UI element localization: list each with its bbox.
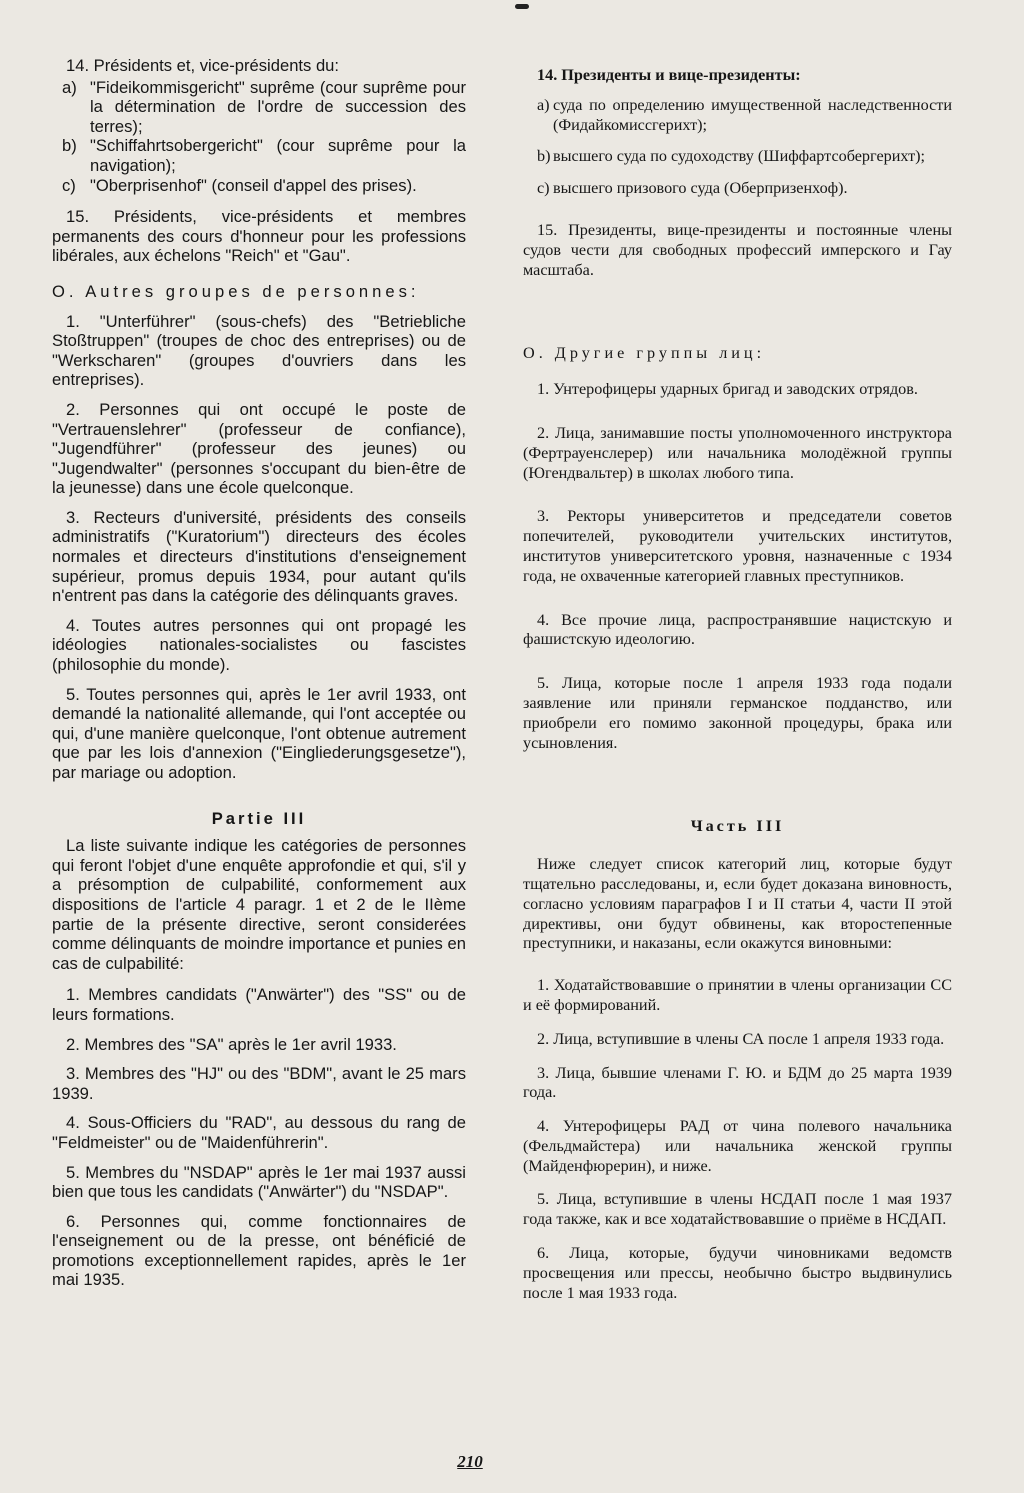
fr-section-14-item-b: b) "Schiffahrtsobergericht" (cour suprême pour la navigation); — [62, 136, 466, 175]
fr-section-15: 15. Présidents, vice-présidents et membres permanents des cours d'honneur pour les professions libérales, aux échelons "Reich" et "Gau". — [52, 207, 466, 266]
ru-o-item-5: 5. Лица, которые после 1 апреля 1933 года подали заявление или приняли германское подданство, или приобрели его помимо законной процедуры, брака или усыновления. — [523, 674, 952, 752]
ru-o-item-4: 4. Все прочие лица, распространявшие нацистскую и фашистскую идеологию. — [523, 610, 952, 649]
fr-o-item-3: 3. Recteurs d'université, présidents des conseils administratifs ("Kuratorium") directeurs des écoles normales et directeurs d'institutions d'enseignement supérieur, promus depuis 1934, pour autant qu'ils n'entrent pas dans la catégorie des délinquants graves. — [52, 507, 466, 606]
ru-o-item-1: 1. Унтерофицеры ударных бригад и заводских отрядов. — [537, 380, 918, 399]
fr-section-14-item-a: a) "Fideikommisgericht" suprême (cour suprême pour la détermination de l'ordre de succession des terres); — [62, 77, 466, 136]
fr-part-item-2: 2. Membres des "SA" après le 1er avril 1933. — [66, 1034, 397, 1054]
fr-section-14-heading: 14. Présidents et, vice-présidents du: — [66, 56, 340, 75]
ru-section-14-item-c: c) высшего призового суда (Оберпризенхоф). — [537, 179, 848, 198]
ru-section-14-item-a: a) суда по определению имущественной наследственности (Фидайкомиссгерихт); — [537, 95, 952, 134]
ru-part-intro: Ниже следует список категорий лиц, которые будут тщательно расследованы, и, если будет доказана виновность, согласно условиям параграфов I и II статьи 4, части II этой директивы, они будут обвинены, как второстепенные преступники, и наказаны, если окажутся виновными: — [523, 855, 952, 953]
fr-part-item-4: 4. Sous-Officiers du "RAD", au dessous du rang de "Feldmeister" ou de "Maidenführerin". — [52, 1113, 466, 1152]
ru-part-item-6: 6. Лица, которые, будучи чиновниками ведомств просвещения или прессы, необычно быстро выдвинулись после 1 мая 1933 года. — [523, 1244, 952, 1302]
fr-section-o-heading: O. Autres groupes de personnes: — [52, 281, 420, 301]
ink-speck — [515, 4, 529, 9]
ru-section-o-heading: О. Другие группы лиц: — [523, 344, 766, 363]
french-column — [52, 56, 466, 1300]
ru-part-item-1: 1. Ходатайствовавшие о принятии в члены организации СС и её формирований. — [523, 976, 952, 1014]
ru-part-item-2: 2. Лица, вступившие в члены СА после 1 апреля 1933 года. — [537, 1029, 945, 1048]
ru-part-item-3: 3. Лица, бывшие членами Г. Ю. и БДМ до 25 марта 1939 года. — [523, 1063, 952, 1102]
ru-part-item-5: 5. Лица, вступившие в члены НСДАП после 1 мая 1937 года также, как и все ходатайствовавшие о приёме в НСДАП. — [523, 1190, 952, 1229]
ru-part-item-4: 4. Унтерофицеры РАД от чина полевого начальника (Фельдмайстера) или начальника женской группы (Майденфюрерин), и ниже. — [523, 1117, 952, 1175]
fr-o-item-1: 1. "Unterführer" (sous-chefs) des "Betriebliche Stoßtruppen" (troupes de choc des entreprises) ou de "Werkscharen" (groupes d'ouvriers dans les entreprises). — [52, 311, 466, 390]
ru-section-14-item-b: b) высшего суда по судоходству (Шиффартсобергерихт); — [537, 147, 926, 166]
fr-part-item-6: 6. Personnes qui, comme fonctionnaires de l'enseignement ou de la presse, ont bénéficié de promotions exceptionnellement rapides, après le 1er mai 1935. — [52, 1211, 466, 1290]
ru-section-14-heading: 14. Президенты и вице-президенты: — [537, 66, 801, 84]
ru-o-item-2: 2. Лица, занимавшие посты уполномоченного инструктора (Фертрауенслерер) или начальника молодёжной группы (Югендвальтер) в школах любого типа. — [523, 423, 952, 482]
ru-part-title: Часть III — [690, 817, 785, 836]
russian-column — [523, 66, 952, 1313]
fr-part-title: Partie III — [211, 808, 307, 828]
fr-part-item-3: 3. Membres des "HJ" ou des "BDM", avant le 25 mars 1939. — [52, 1064, 466, 1103]
page-number: 210 — [457, 1452, 483, 1471]
ru-o-item-3: 3. Ректоры университетов и председатели советов попечителей, руководители учительских институтов, институтов университетского уровня, назначенные с 1934 года, не охваченные категорией главных преступников. — [523, 507, 952, 585]
fr-part-item-1: 1. Membres candidats ("Anwärter") des "SS" ou de leurs formations. — [52, 985, 466, 1024]
fr-o-item-4: 4. Toutes autres personnes qui ont propagé les idéologies nationales-socialistes ou fascistes (philosophie du monde). — [52, 615, 466, 675]
ru-section-15: 15. Президенты, вице-президенты и постоянные члены судов чести для свободных профессий имперского и Гау масштаба. — [523, 220, 952, 279]
fr-o-item-5: 5. Toutes personnes qui, après le 1er avril 1933, ont demandé la nationalité allemande, qui l'ont acceptée ou qui, d'une manière quelconque, l'ont obtenue autrement que par les lois d'annexion ("Eingliederungsgesetze"), par mariage ou adoption. — [52, 684, 466, 782]
fr-part-intro: La liste suivante indique les catégories de personnes qui feront l'objet d'une enquête approfondie et qui, s'il y a présomption de culpabilité, conformement aux dispositions de l'article 4 paragr. 1 et 2 de le IIème partie de la présente directive, seront considerées comme délinquants de moindre importance et punies en cas de culpabilité: — [52, 836, 466, 973]
fr-part-item-5: 5. Membres du "NSDAP" après le 1er mai 1937 aussi bien que tous les candidats ("Anwärter") du "NSDAP". — [52, 1162, 466, 1202]
fr-o-item-2: 2. Personnes qui ont occupé le poste de "Vertrauenslehrer" (professeur de confiance), "Jugendführer" (professeur des jeunes) ou "Jugendwalter" (personnes s'occupant du bien-être de la jeunesse) dans une école quelconque. — [52, 399, 466, 498]
fr-section-14-item-c: c) "Oberprisenhof" (conseil d'appel des prises). — [62, 175, 417, 195]
